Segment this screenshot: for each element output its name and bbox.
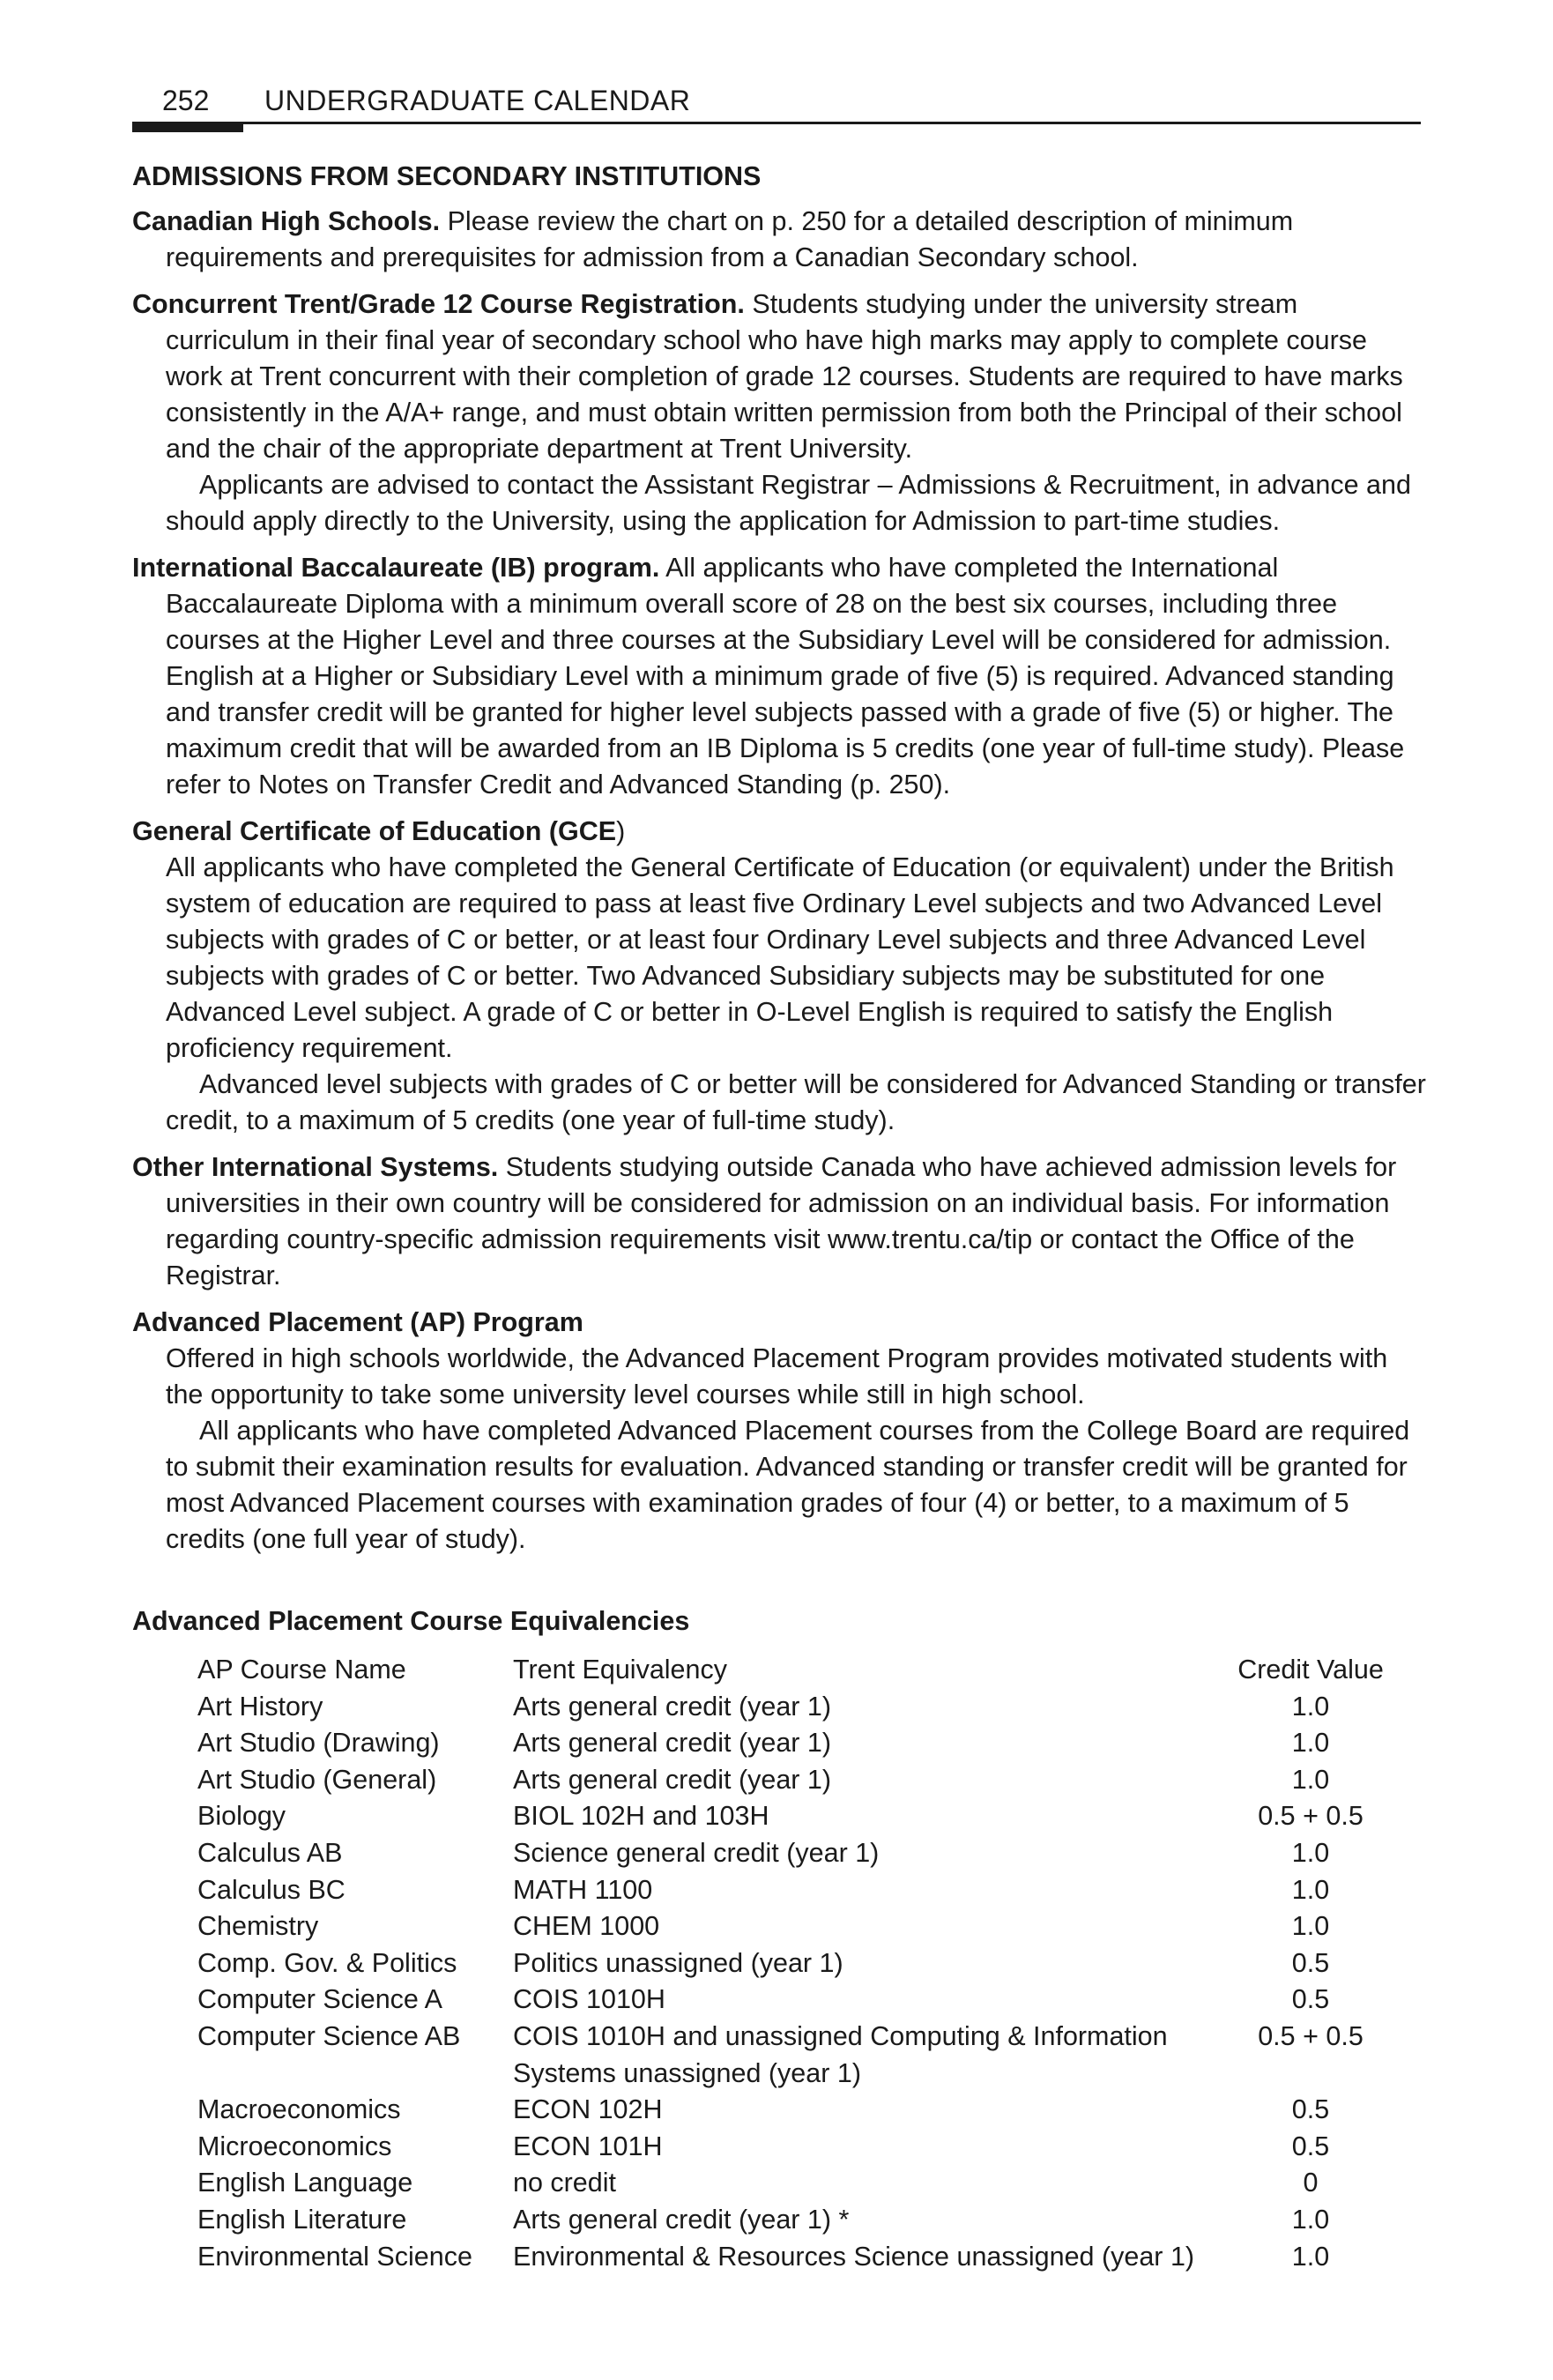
cell: Arts general credit (year 1): [513, 1728, 832, 1759]
cell: BIOL 102H and 103H: [513, 1801, 769, 1832]
table-title: Advanced Placement Course Equivalencies: [132, 1606, 690, 1636]
ap-equivalency-table: [197, 1652, 1394, 2275]
entry-term: Canadian High Schools.: [132, 206, 441, 236]
entry-paragraph: Offered in high schools worldwide, the Advanced Placement Program provides motivated students with the opportunity to take some university level courses while still in high school.: [166, 1343, 1388, 1409]
cell: 1.0: [1291, 1728, 1330, 1759]
entry-term: Advanced Placement (AP) Program: [132, 1307, 583, 1337]
cell: 0: [1303, 2168, 1319, 2198]
cell: 0.5: [1291, 1984, 1330, 2015]
other-international-entry: [132, 1149, 1428, 1294]
cell: Computer Science A: [197, 1984, 443, 2015]
running-title: UNDERGRADUATE CALENDAR: [264, 85, 691, 116]
cell: Art Studio (General): [197, 1764, 437, 1795]
table-row: [197, 1908, 1394, 1945]
cell: Microeconomics: [197, 2131, 392, 2161]
entry-text: Students studying under the university stream curriculum in their final year of secondary school who have high marks may apply to complete course work at Trent concurrent with their completion of grade 12 courses. Students are required to have marks consistently in the A/A+ range, and must obtain written permission from both the Principal of their school and the chair of the appropriate department at Trent University.: [166, 289, 1403, 464]
ib-program-entry: [132, 550, 1428, 803]
cell: Arts general credit (year 1): [513, 1764, 832, 1795]
cell: Art History: [197, 1691, 323, 1722]
cell: Calculus BC: [197, 1874, 346, 1905]
cell: COIS 1010H: [513, 1984, 665, 2015]
cell: MATH 1100: [513, 1874, 653, 1905]
cell: Biology: [197, 1801, 286, 1832]
column-header: Credit Value: [1237, 1655, 1384, 1685]
cell: 1.0: [1291, 1691, 1330, 1722]
table-row: [197, 1982, 1394, 2019]
cell: 0.5 + 0.5: [1258, 2020, 1364, 2051]
cell: Arts general credit (year 1) *: [513, 2204, 850, 2235]
canadian-high-schools-entry: [132, 204, 1428, 276]
header-rule: [132, 122, 1421, 124]
cell: 1.0: [1291, 1874, 1330, 1905]
entry-term: Concurrent Trent/Grade 12 Course Registration.: [132, 289, 745, 319]
page-header: [132, 83, 1421, 132]
table-row: [197, 2019, 1394, 2092]
cell: Environmental Science: [197, 2241, 472, 2272]
column-header: Trent Equivalency: [513, 1655, 727, 1685]
section-title: ADMISSIONS FROM SECONDARY INSTITUTIONS: [132, 161, 762, 191]
table-row: [197, 1798, 1394, 1835]
table-row: [197, 2165, 1394, 2202]
table-header-row: [197, 1652, 1394, 1689]
entry-term: Other International Systems.: [132, 1152, 499, 1182]
table-row: [197, 1725, 1394, 1762]
table-row: [197, 2239, 1394, 2276]
entry-paragraph: All applicants who have completed the General Certificate of Education (or equivalent) under the British system of education are required to pass at least five Ordinary Level subjects and two Advanced Level subjects with grades of C or better, or at least four Ordinary Level subjects and three Advanced Level subjects with grades of C or better. Two Advanced Subsidiary subjects may be substituted for one Advanced Level subject. A grade of C or better in O-Level English is required to satisfy the English proficiency requirement.: [166, 852, 1394, 1063]
entry-paragraph: Advanced level subjects with grades of C or better will be considered for Advanced Standing or transfer credit, to a maximum of 5 credits (one year of full-time study).: [166, 1069, 1426, 1135]
table-row: [197, 2129, 1394, 2166]
cell: CHEM 1000: [513, 1911, 660, 1942]
column-header: AP Course Name: [197, 1655, 406, 1685]
cell: COIS 1010H and unassigned Computing & Information Systems unassigned (year 1): [513, 2020, 1168, 2088]
cell: Politics unassigned (year 1): [513, 1947, 843, 1978]
entry-paragraph: All applicants who have completed Advanced Placement courses from the College Board are required to submit their examination results for evaluation. Advanced standing or transfer credit will be granted for most Advanced Placement courses with examination grades of four (4) or better, to a maximum of 5 credits (one full year of study).: [166, 1416, 1410, 1554]
entry-term: General Certificate of Education (GCE: [132, 816, 617, 846]
cell: Macroeconomics: [197, 2094, 401, 2125]
entry-text: Students studying outside Canada who have achieved admission levels for universities in their own country will be considered for admission on an individual basis. For information regarding country-specific admission requirements visit www.trentu.ca/tip or contact the Office of the Registrar.: [166, 1152, 1397, 1290]
entry-term: International Baccalaureate (IB) program.: [132, 553, 660, 583]
cell: 1.0: [1291, 1911, 1330, 1942]
page-number: 252: [162, 85, 210, 116]
entry-term-close: ): [616, 816, 626, 846]
page-content: [132, 159, 1428, 2275]
table-row: [197, 1945, 1394, 1982]
cell: Art Studio (Drawing): [197, 1728, 440, 1759]
cell: Arts general credit (year 1): [513, 1691, 832, 1722]
cell: 1.0: [1291, 1837, 1330, 1868]
cell: Chemistry: [197, 1911, 319, 1942]
table-row: [197, 2092, 1394, 2129]
table-row: [197, 1835, 1394, 1872]
table-row: [197, 1762, 1394, 1799]
cell: ECON 101H: [513, 2131, 663, 2161]
cell: English Language: [197, 2168, 413, 2198]
cell: Science general credit (year 1): [513, 1837, 880, 1868]
cell: English Literature: [197, 2204, 407, 2235]
cell: 0.5: [1291, 2094, 1330, 2125]
entry-paragraph: Applicants are advised to contact the Assistant Registrar – Admissions & Recruitment, in advance and should apply directly to the University, using the application for Admission to part-time studies.: [166, 470, 1411, 536]
cell: Environmental & Resources Science unassigned (year 1): [513, 2241, 1195, 2272]
cell: 0.5: [1291, 2131, 1330, 2161]
ap-program-entry: [132, 1305, 1428, 1558]
cell: Comp. Gov. & Politics: [197, 1947, 457, 1978]
cell: Calculus AB: [197, 1837, 343, 1868]
cell: 0.5: [1291, 1947, 1330, 1978]
entry-text: Please review the chart on p. 250 for a detailed description of minimum requirements and prerequisites for admission from a Canadian Secondary school.: [166, 206, 1294, 272]
cell: 1.0: [1291, 1764, 1330, 1795]
cell: Computer Science AB: [197, 2020, 461, 2051]
table-row: [197, 1689, 1394, 1726]
table-row: [197, 2202, 1394, 2239]
concurrent-registration-entry: [132, 286, 1428, 539]
cell: ECON 102H: [513, 2094, 663, 2125]
cell: 0.5 + 0.5: [1258, 1801, 1364, 1832]
table-row: [197, 1872, 1394, 1909]
cell: 1.0: [1291, 2241, 1330, 2272]
entry-text: All applicants who have completed the International Baccalaureate Diploma with a minimum overall score of 28 on the best six courses, including three courses at the Higher Level and three courses at the Subsidiary Level will be considered for admission. English at a Higher or Subsidiary Level with a minimum grade of five (5) is required. Advanced standing and transfer credit will be granted for higher level subjects passed with a grade of five (5) or higher. The maximum credit that will be awarded from an IB Diploma is 5 credits (one year of full-time study). Please refer to Notes on Transfer Credit and Advanced Standing (p. 250).: [166, 553, 1405, 800]
gce-entry: [132, 814, 1428, 1139]
cell: no credit: [513, 2168, 616, 2198]
cell: 1.0: [1291, 2204, 1330, 2235]
